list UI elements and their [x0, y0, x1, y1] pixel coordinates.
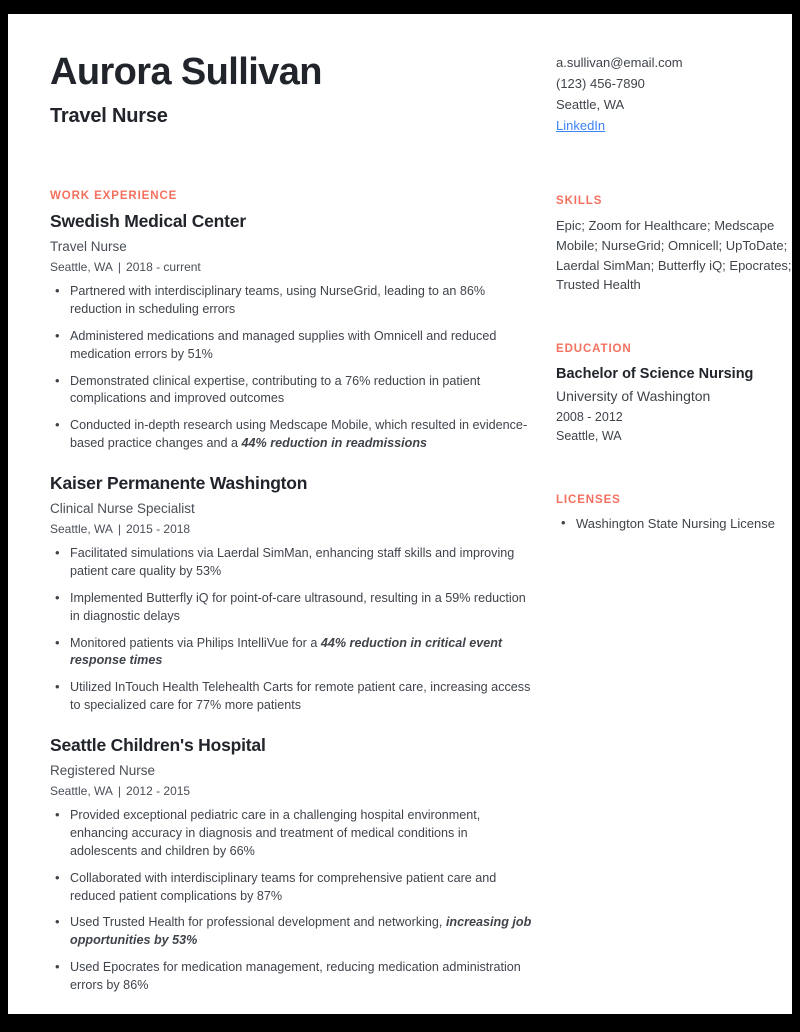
bullet-emphasis: 44% reduction in critical event response times: [70, 635, 503, 668]
license-item: • Washington State Nursing License: [556, 515, 792, 534]
job-dates: 2015 - 2018: [126, 522, 191, 537]
licenses-heading: LICENSES: [556, 493, 621, 506]
side-column: [550, 52, 792, 1014]
licenses-list: [556, 515, 792, 534]
job-bullet: [50, 283, 532, 319]
contact-email: a.sullivan@email.com: [556, 55, 683, 70]
skills-heading: SKILLS: [556, 195, 603, 208]
job-dates: 2012 - 2015: [126, 784, 191, 799]
job-bullet-list: [50, 545, 532, 715]
bullet-emphasis: increasing job opportunities by 53%: [70, 915, 532, 948]
bullet-text: Implemented Butterfly iQ for point-of-care ultrasound, resulting in a 59% reduction in diagnostic delays: [70, 590, 526, 623]
bullet-text: Facilitated simulations via Laerdal SimMan, enhancing staff skills and improving patient care quality by 53%: [70, 546, 515, 578]
job-company: Kaiser Permanente Washington: [50, 473, 308, 494]
job-meta-separator: |: [117, 260, 122, 275]
job-entry: [50, 473, 532, 715]
bullet-text: Administered medications and managed supplies with Omnicell and reduced medication errors by 51%: [70, 328, 497, 361]
education-school: University of Washington: [556, 388, 711, 405]
contact-phone: (123) 456-7890: [556, 76, 645, 92]
bullet-text: Partnered with interdisciplinary teams, using NurseGrid, leading to an 86% reduction in scheduling errors: [70, 284, 486, 316]
job-location: Seattle, WA: [50, 784, 113, 799]
job-bullet: [50, 679, 532, 715]
education-location: Seattle, WA: [556, 428, 622, 443]
job-entry: [50, 735, 532, 995]
job-bullet-list: [50, 807, 532, 995]
bullet-text: Used Epocrates for medication management, reducing medication administration errors by 86%: [70, 960, 521, 993]
skills-section: [556, 195, 792, 295]
job-company: Seattle Children's Hospital: [50, 735, 266, 756]
contact-location: Seattle, WA: [556, 97, 625, 113]
job-bullet: [50, 545, 532, 581]
job-bullet: [50, 807, 532, 861]
candidate-name: Aurora Sullivan: [50, 51, 322, 93]
job-meta-separator: |: [117, 522, 122, 537]
job-bullet: [50, 417, 532, 453]
education-dates: 2008 - 2012: [556, 410, 623, 425]
job-bullet: [50, 328, 532, 364]
bullet-text: Collaborated with interdisciplinary teams for comprehensive patient care and reduced patient complications by 87%: [70, 870, 497, 903]
job-role: Travel Nurse: [50, 239, 127, 255]
job-bullet: [50, 870, 532, 906]
job-bullet: [50, 373, 532, 409]
licenses-section: [556, 494, 792, 534]
job-location: Seattle, WA: [50, 260, 113, 275]
resume-sheet: [8, 14, 792, 1014]
job-company: Swedish Medical Center: [50, 211, 246, 232]
education-heading: EDUCATION: [556, 343, 632, 356]
job-meta: [50, 784, 532, 798]
job-location: Seattle, WA: [50, 522, 113, 537]
candidate-title: Travel Nurse: [50, 105, 168, 128]
main-column: [50, 52, 550, 1014]
bullet-text: Used Trusted Health for professional development and networking,: [70, 915, 446, 930]
job-bullet: [50, 959, 532, 995]
job-meta: [50, 260, 532, 274]
bullet-emphasis: 44% reduction in readmissions: [241, 436, 428, 451]
job-entry: [50, 211, 532, 453]
contact-block: [556, 52, 792, 136]
job-bullet: [50, 635, 532, 671]
education-degree: Bachelor of Science Nursing: [556, 366, 754, 383]
bullet-text: Utilized InTouch Health Telehealth Carts for remote patient care, increasing access to specialized care for 77% more patients: [70, 680, 531, 713]
job-meta: [50, 522, 532, 536]
linkedin-link[interactable]: LinkedIn: [556, 118, 606, 134]
job-bullet-list: [50, 283, 532, 453]
work-experience-section: [50, 190, 532, 995]
job-meta-separator: |: [117, 784, 122, 799]
education-section: [556, 343, 792, 446]
job-bullet: [50, 914, 532, 950]
job-bullet: [50, 590, 532, 626]
bullet-text: Demonstrated clinical expertise, contributing to a 76% reduction in patient complications and improved outcomes: [70, 373, 481, 406]
bullet-text: Monitored patients via Philips IntelliVue for a: [70, 635, 321, 650]
bullet-text: Provided exceptional pediatric care in a challenging hospital environment, enhancing accuracy in diagnosis and treatment of medical conditions in adolescents and children by 66%: [70, 808, 481, 858]
work-experience-heading: WORK EXPERIENCE: [50, 190, 178, 203]
job-list: [50, 211, 532, 995]
skills-list: Epic; Zoom for Healthcare; Medscape Mobile; NurseGrid; Omnicell; UpToDate; Laerdal SimMan; Butterfly iQ; Epocrates; Trusted Health: [556, 218, 792, 293]
job-role: Clinical Nurse Specialist: [50, 501, 195, 517]
resume-page: [8, 14, 792, 1014]
job-role: Registered Nurse: [50, 763, 156, 779]
job-dates: 2018 - current: [126, 260, 201, 275]
bullet-text: Conducted in-depth research using Medscape Mobile, which resulted in evidence-based practice changes and a: [70, 418, 528, 451]
